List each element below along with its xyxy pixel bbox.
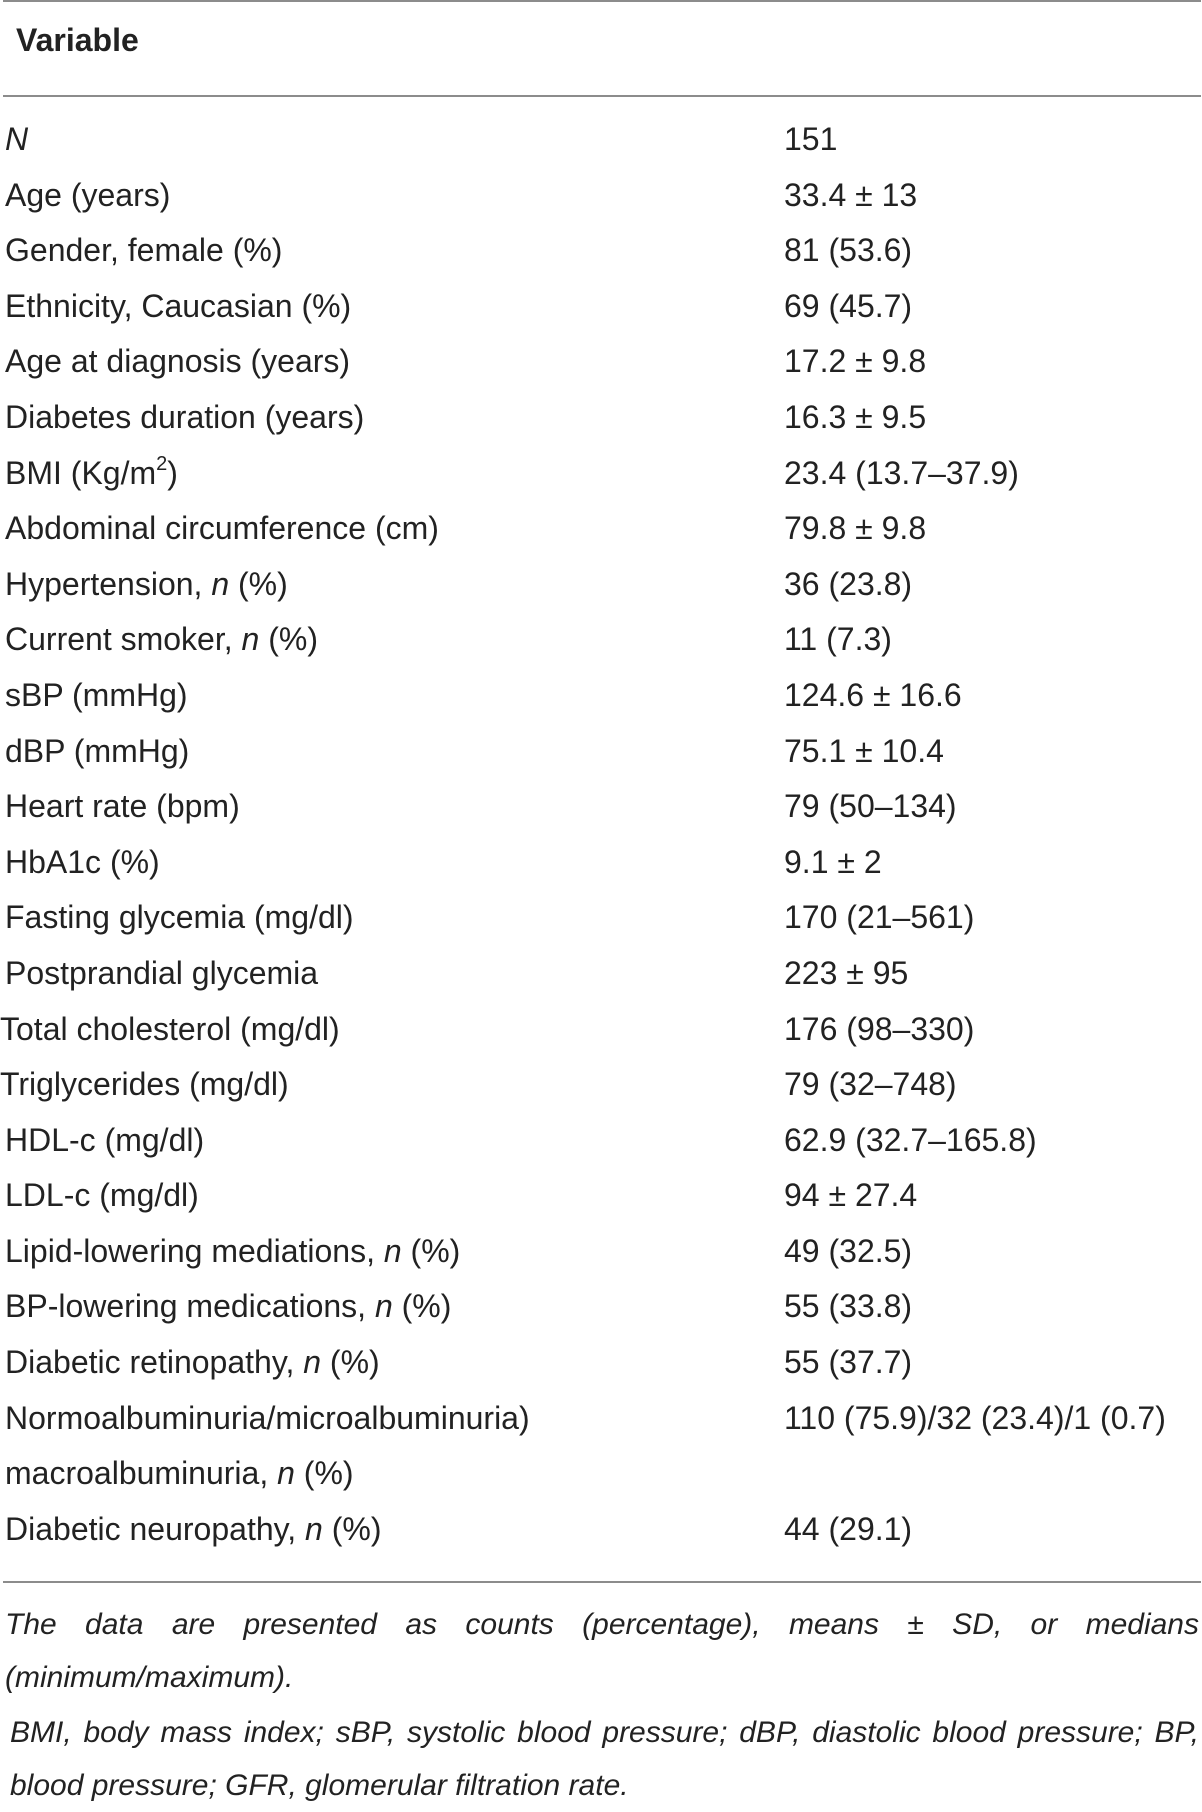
row-variable: N [5,121,29,157]
table-row [0,168,1202,224]
row-value: 11 (7.3) [784,621,892,658]
row-value: 16.3 ± 9.5 [784,398,927,435]
row-value: 62.9 (32.7–165.8) [784,1121,1037,1158]
row-variable: Age at diagnosis (years) [5,343,351,380]
row-value: 79 (32–748) [784,1066,957,1103]
row-value: 44 (29.1) [784,1510,913,1547]
row-value: 33.4 ± 13 [784,176,918,213]
row-variable: dBP (mmHg) [5,732,190,769]
row-variable: Heart rate (bpm) [5,788,240,825]
row-variable: Age (years) [5,176,171,213]
row-value: 176 (98–330) [784,1010,975,1047]
table-row [0,890,1202,946]
table-row [0,779,1202,835]
row-value: 49 (32.5) [784,1232,913,1269]
row-variable: Postprandial glycemia [5,954,319,991]
table-row [0,501,1202,557]
table-row [0,334,1202,390]
row-variable: Gender, female (%) [5,232,283,269]
row-variable: HDL-c (mg/dl) [5,1121,205,1158]
row-variable: macroalbuminuria, n (%) [5,1455,354,1492]
table-row [0,835,1202,891]
row-value: 79 (50–134) [784,788,957,825]
row-variable: Diabetic neuropathy, n (%) [5,1510,382,1547]
row-value: 9.1 ± 2 [784,843,882,880]
row-value: 110 (75.9)/32 (23.4)/1 (0.7) [784,1399,1166,1436]
row-value: 124.6 ± 16.6 [784,676,962,713]
footnote-data-presentation: The data are presented as counts (percentage), means ± SD, or medians (minimum/maximum). [5,1608,1199,1694]
table-row [0,1224,1202,1280]
row-value: 23.4 (13.7–37.9) [784,454,1019,491]
row-variable: Normoalbuminuria/microalbuminuria) [5,1399,530,1436]
table-bottom-rule [3,1581,1201,1583]
row-variable: Diabetic retinopathy, n (%) [5,1344,380,1381]
row-variable: Total cholesterol (mg/dl) [0,1010,340,1047]
row-value: 94 ± 27.4 [784,1177,918,1214]
row-variable: BP-lowering medications, n (%) [5,1288,452,1325]
row-variable: Lipid-lowering mediations, n (%) [5,1232,461,1269]
table-body [0,112,1202,1557]
table-row [0,668,1202,724]
row-variable: Triglycerides (mg/dl) [0,1066,289,1103]
table-row [0,557,1202,613]
row-variable: LDL-c (mg/dl) [5,1177,199,1214]
row-variable: HbA1c (%) [5,843,160,880]
footnote-abbreviations: BMI, body mass index; sBP, systolic blood pressure; dBP, diastolic blood pressure; BP, blood pressure; GFR, glomerular filtration rate. [10,1716,1199,1802]
table-row [0,724,1202,780]
row-value: 69 (45.7) [784,287,913,324]
row-value: 79.8 ± 9.8 [784,510,927,547]
row-value: 81 (53.6) [784,232,913,269]
table-row [0,112,1202,168]
table-top-rule [3,0,1201,2]
row-value: 55 (37.7) [784,1344,913,1381]
row-variable: Abdominal circumference (cm) [5,510,439,547]
row-value: 151 [784,121,838,157]
table-row [0,1057,1202,1113]
table-row [0,1502,1202,1558]
table-row [0,1168,1202,1224]
row-variable: Diabetes duration (years) [5,398,365,435]
row-value: 223 ± 95 [784,954,909,991]
table-row [0,1335,1202,1391]
row-value: 170 (21–561) [784,899,975,936]
table-row [0,390,1202,446]
table-row [0,446,1202,502]
table-header-variable: Variable [16,22,139,58]
row-variable: sBP (mmHg) [5,676,188,713]
row-variable: Current smoker, n (%) [5,621,318,658]
row-variable: Fasting glycemia (mg/dl) [5,899,354,936]
row-variable: BMI $(Kg/m^2)$ [5,452,178,491]
row-value: 75.1 ± 10.4 [784,732,944,769]
row-value: 55 (33.8) [784,1288,913,1325]
table-row [0,1002,1202,1058]
row-value: 36 (23.8) [784,565,913,602]
row-variable: Hypertension, n (%) [5,565,288,602]
table-row [0,223,1202,279]
table-header-rule [3,95,1201,97]
row-variable: Ethnicity, Caucasian (%) [5,287,352,324]
table-row [0,279,1202,335]
row-value: 17.2 ± 9.8 [784,343,927,380]
table-row [0,1113,1202,1169]
table-row [0,612,1202,668]
table-row [0,946,1202,1002]
table-footnotes [5,1598,1199,1812]
table-row [0,1446,1202,1502]
table-row [0,1279,1202,1335]
table-row [0,1391,1202,1447]
